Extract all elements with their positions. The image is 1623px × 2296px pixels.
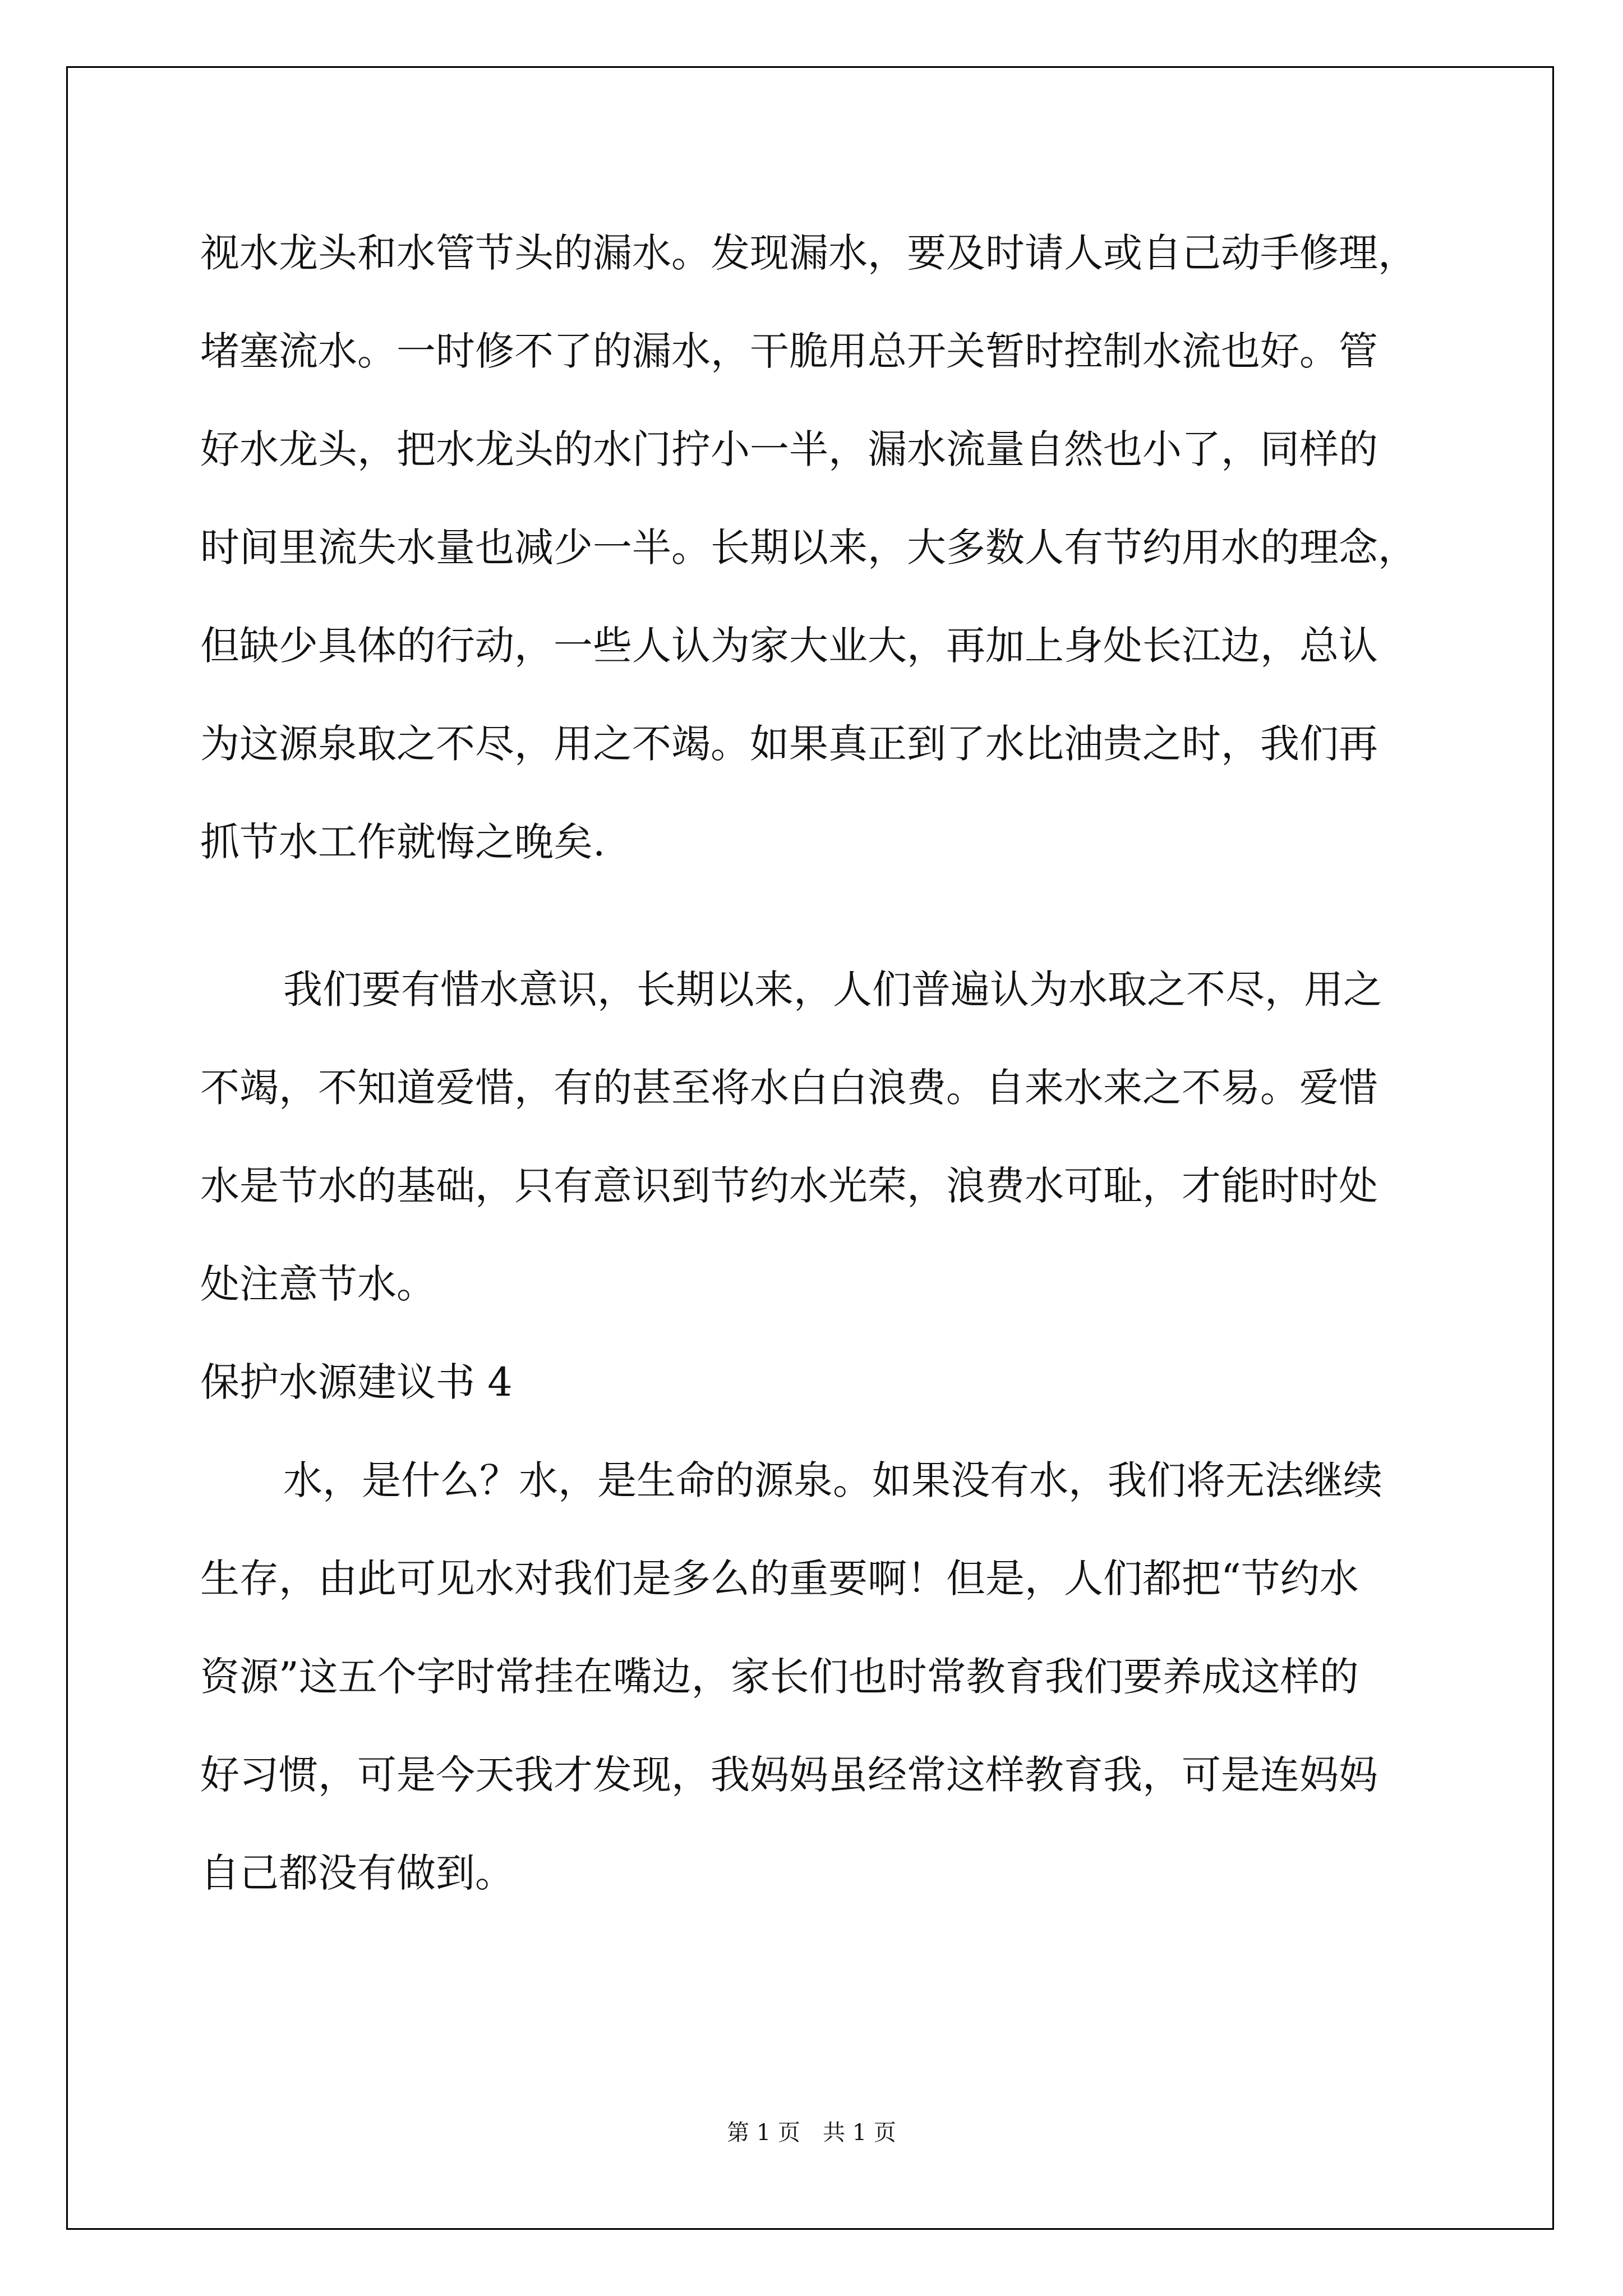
- paragraph-line: 生存，由此可见水对我们是多么的重要啊！但是，人们都把“节约水: [200, 1556, 1359, 1602]
- paragraph-line: 堵塞流水。一时修不了的漏水，干脆用总开关暂时控制水流也好。管: [200, 328, 1378, 374]
- paragraph-line: 处注意节水。: [200, 1261, 436, 1307]
- paragraph-line: 但缺少具体的行动，一些人认为家大业大，再加上身处长江边，总认: [200, 623, 1378, 669]
- paragraph-line: 水，是什么？水，是生命的源泉。如果没有水，我们将无法继续: [283, 1457, 1382, 1503]
- paragraph-line: 水是节水的基础，只有意识到节约水光荣，浪费水可耻，才能时时处: [200, 1163, 1378, 1209]
- paragraph-line: 抓节水工作就悔之晚矣.: [200, 819, 606, 865]
- section-heading: 保护水源建议书 4: [200, 1359, 513, 1405]
- paragraph-line: 资源”这五个字时常挂在嘴边，家长们也时常教育我们要养成这样的: [200, 1654, 1359, 1700]
- page-footer: 第 1 页 共 1 页: [727, 2120, 896, 2146]
- paragraph-water-leak: [200, 204, 1428, 891]
- paragraph-line: 好水龙头，把水龙头的水门拧小一半，漏水流量自然也小了，同样的: [200, 426, 1378, 472]
- paragraph-what-is-water: [200, 1432, 1428, 1922]
- paragraph-line: 我们要有惜水意识，长期以来，人们普遍认为水取之不尽，用之: [283, 967, 1382, 1013]
- paragraph-line: 为这源泉取之不尽，用之不竭。如果真正到了水比油贵之时，我们再: [200, 721, 1378, 767]
- paragraph-line: 好习惯，可是今天我才发现，我妈妈虽经常这样教育我，可是连妈妈: [200, 1752, 1378, 1798]
- paragraph-line: 视水龙头和水管节头的漏水。发现漏水，要及时请人或自己动手修理，: [200, 230, 1417, 276]
- paragraph-line: 不竭，不知道爱惜，有的甚至将水白白浪费。自来水来之不易。爱惜: [200, 1065, 1378, 1111]
- paragraph-cherish-water: [200, 941, 1428, 1333]
- section-heading-block: [200, 1333, 1428, 1432]
- paragraph-line: 自己都没有做到。: [200, 1850, 514, 1896]
- paragraph-line: 时间里流失水量也减少一半。长期以来，大多数人有节约用水的理念，: [200, 524, 1417, 570]
